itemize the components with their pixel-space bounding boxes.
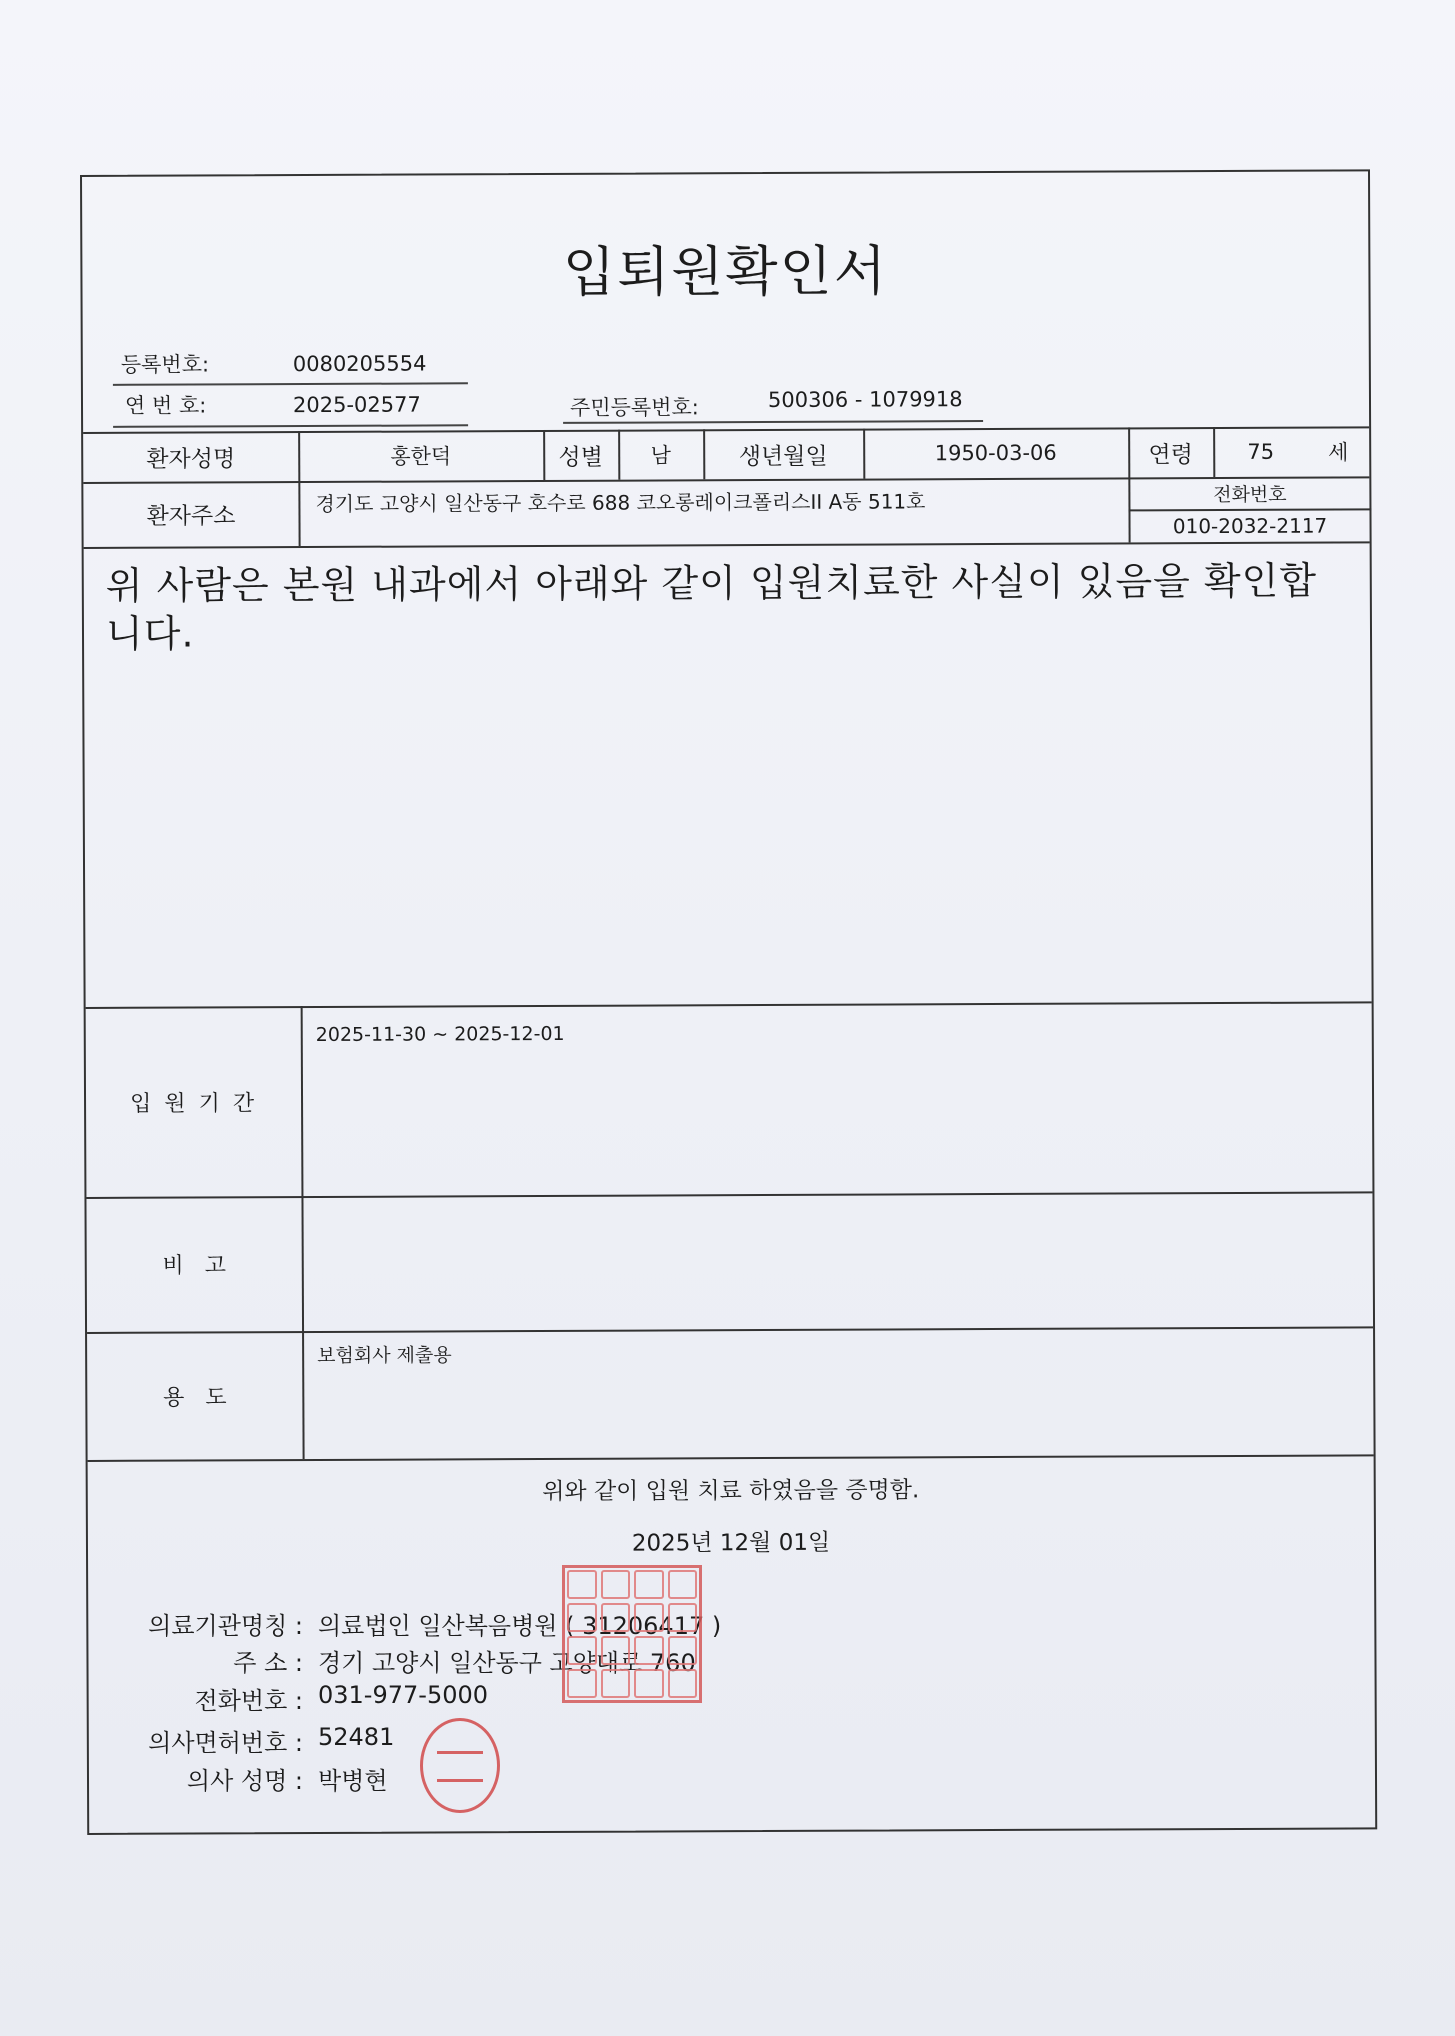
doctor-seal (420, 1718, 500, 1813)
hospital-phone-label: 전화번호 : (194, 1687, 303, 1715)
divider (113, 424, 468, 428)
license-label: 의사면허번호 : (148, 1729, 303, 1757)
divider (113, 382, 468, 386)
divider (563, 420, 983, 424)
resident-label: 주민등록번호: (569, 395, 699, 420)
admission-period: 2025-11-30 ~ 2025-12-01 (315, 1022, 565, 1046)
purpose-label: 용 도 (163, 1384, 227, 1411)
license-number: 52481 (318, 1723, 395, 1751)
certificate-form (80, 169, 1377, 1835)
certification-date: 2025년 12월 01일 (631, 1529, 831, 1557)
resident-number: 500306 - 1079918 (767, 387, 963, 413)
patient-name-label: 환자성명 (146, 445, 236, 473)
dob-value: 1950-03-06 (934, 440, 1057, 466)
hospital-address: 경기 고양시 일산동구 고양대로 760 (318, 1649, 696, 1677)
serial-label: 연 번 호: (124, 393, 207, 418)
age-unit: 세 (1328, 440, 1349, 465)
phone-label: 전화번호 (1213, 483, 1287, 506)
purpose-value: 보험회사 제출용 (317, 1344, 452, 1367)
patient-phone: 010-2032-2117 (1172, 513, 1328, 538)
patient-name: 홍한덕 (390, 444, 452, 469)
institution-label: 의료기관명칭 : (148, 1612, 303, 1640)
sex-label: 성별 (558, 444, 604, 471)
institution-name: 의료법인 일산복음병원 ( 31206417 ) (318, 1612, 722, 1640)
doctor-name: 박병현 (318, 1767, 388, 1795)
address-label: 환자주소 (146, 503, 236, 530)
dob-label: 생년월일 (738, 443, 828, 470)
hospital-phone: 031-977-5000 (318, 1681, 489, 1709)
serial-number: 2025-02577 (292, 392, 421, 418)
patient-address: 경기도 고양시 일산동구 호수로 688 코오롱레이크폴리스II A동 511호 (315, 489, 926, 516)
age-label: 연령 (1148, 441, 1194, 468)
certification-text: 위와 같이 입원 치료 하였음을 증명함. (542, 1477, 920, 1505)
age-value: 75 (1247, 439, 1275, 464)
doctor-label: 의사 성명 : (186, 1767, 303, 1795)
period-label: 입 원 기 간 (129, 1090, 258, 1117)
hospital-address-label: 주 소 : (233, 1649, 303, 1677)
registration-number: 0080205554 (292, 351, 427, 377)
document-title: 입퇴원확인서 (562, 239, 889, 304)
hospital-seal (562, 1565, 702, 1703)
registration-label: 등록번호: (120, 352, 210, 377)
sex-value: 남 (650, 443, 671, 468)
remarks-label: 비 고 (162, 1253, 227, 1279)
confirmation-statement: 위 사람은 본원 내과에서 아래와 같이 입원치료한 사실이 있음을 확인합니다. (105, 558, 1318, 656)
